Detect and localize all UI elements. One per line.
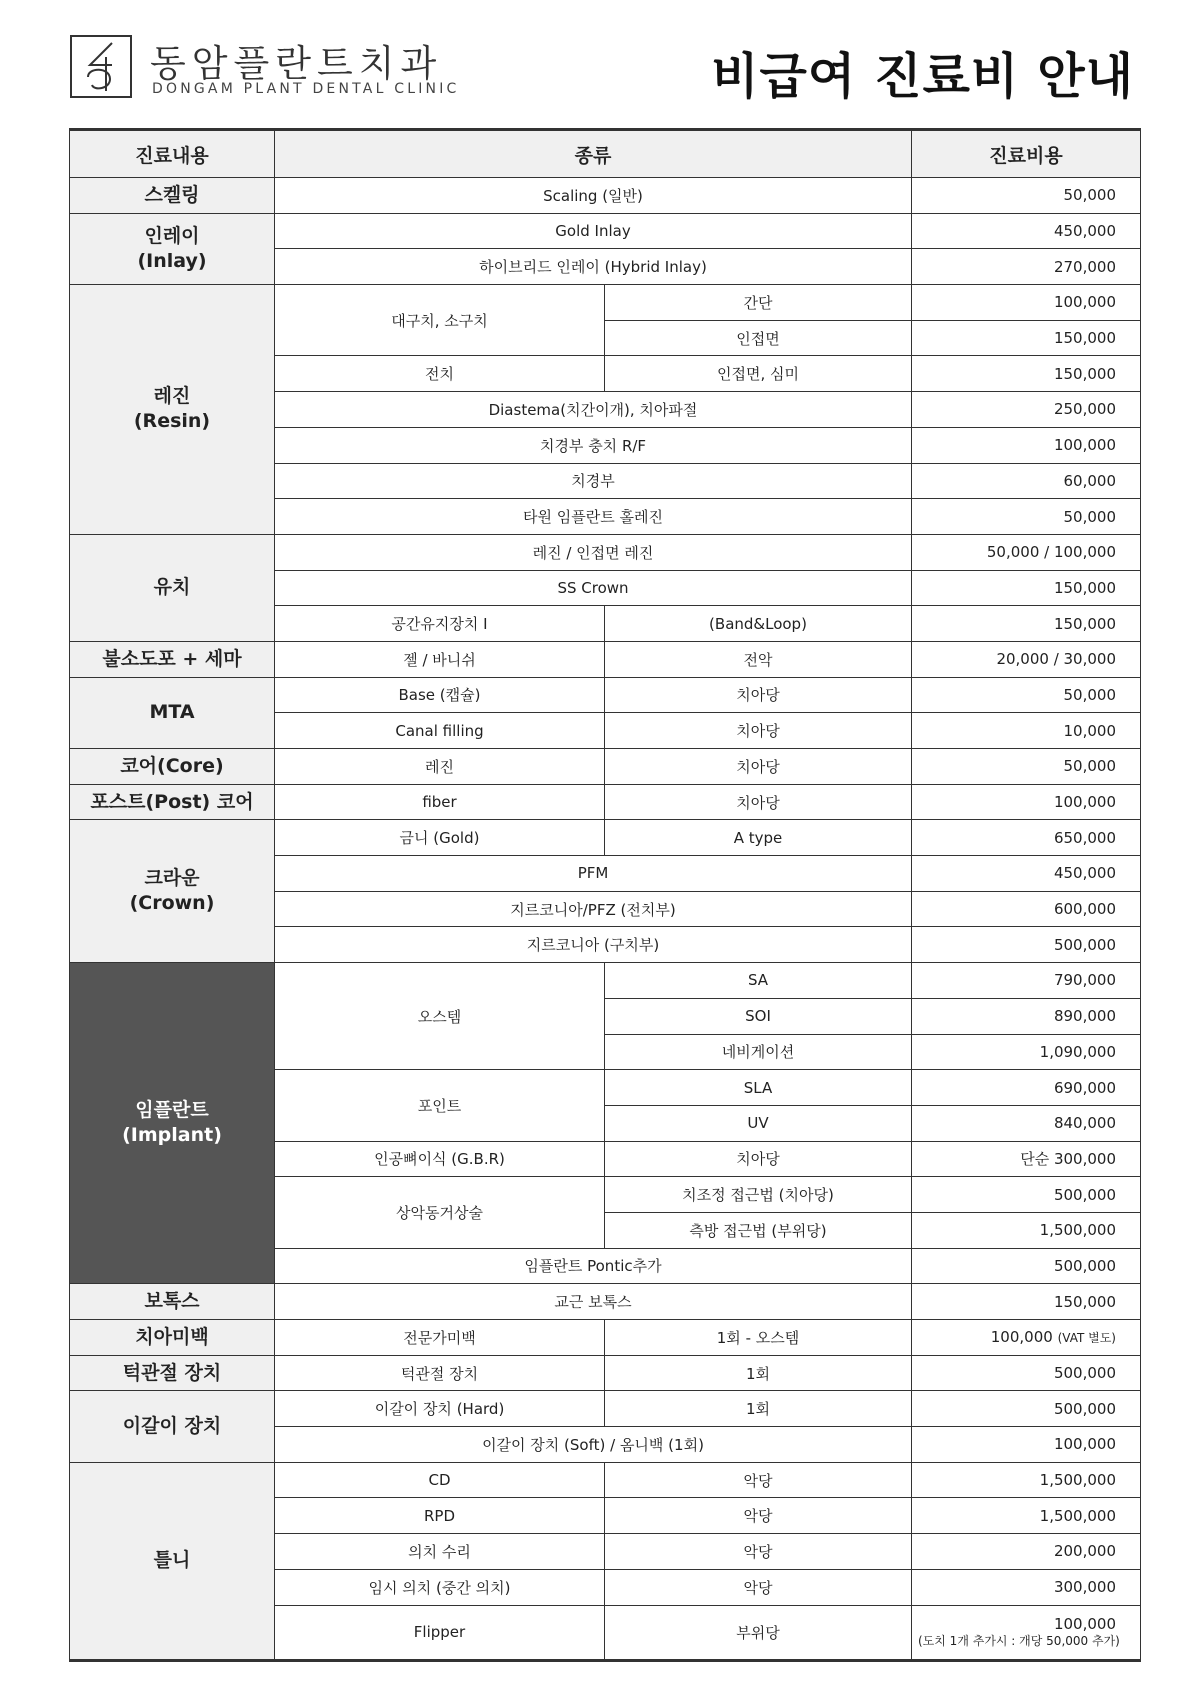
type-cell: 인공뼈이식 (G.B.R) xyxy=(275,1141,605,1177)
subtype-cell: 전악 xyxy=(605,641,912,677)
subtype-cell: 인접면 xyxy=(605,320,912,356)
subtype-cell: 치아당 xyxy=(605,749,912,785)
price-cell xyxy=(912,1320,1141,1356)
clinic-name-ko: 동암플란트치과 xyxy=(150,42,443,85)
subtype-cell: 부위당 xyxy=(605,1605,912,1660)
type-cell: 상악동거상술 xyxy=(275,1177,605,1248)
type-cell: 턱관절 장치 xyxy=(275,1355,605,1391)
page-title: 비급여 진료비 안내 xyxy=(711,48,1134,105)
table-row xyxy=(70,1462,1141,1498)
type-cell: Canal filling xyxy=(275,713,605,749)
price-cell: 50,000 xyxy=(912,178,1141,214)
price-cell: 150,000 xyxy=(912,320,1141,356)
category-implant: 임플란트 (Implant) xyxy=(70,963,275,1284)
table-row xyxy=(70,1391,1141,1427)
table-row xyxy=(70,820,1141,856)
price-cell: 650,000 xyxy=(912,820,1141,856)
type-cell: 전문가미백 xyxy=(275,1320,605,1356)
category-grinding: 이갈이 장치 xyxy=(70,1391,275,1462)
table-row xyxy=(70,784,1141,820)
price-cell: 1,090,000 xyxy=(912,1034,1141,1070)
price-cell: 단순 300,000 xyxy=(912,1141,1141,1177)
type-cell: Gold Inlay xyxy=(275,213,912,249)
type-cell: Scaling (일반) xyxy=(275,178,912,214)
price-cell: 150,000 xyxy=(912,1284,1141,1320)
price-cell: 1,500,000 xyxy=(912,1212,1141,1248)
price-cell: 500,000 xyxy=(912,1391,1141,1427)
subtype-cell: 악당 xyxy=(605,1569,912,1605)
type-cell: 치경부 xyxy=(275,463,912,499)
price-cell: 100,000 xyxy=(912,1427,1141,1463)
type-cell: 이갈이 장치 (Hard) xyxy=(275,1391,605,1427)
subtype-cell: 간단 xyxy=(605,285,912,321)
header-type: 종류 xyxy=(275,130,912,178)
table-row xyxy=(70,213,1141,249)
price-note: (VAT 별도) xyxy=(1057,1331,1116,1346)
type-cell: PFM xyxy=(275,856,912,892)
price-cell: 500,000 xyxy=(912,927,1141,963)
category-scaling: 스켈링 xyxy=(70,178,275,214)
price-value: 100,000 xyxy=(990,1328,1053,1347)
table-row xyxy=(70,534,1141,570)
price-cell: 150,000 xyxy=(912,570,1141,606)
type-cell: Diastema(치간이개), 치아파절 xyxy=(275,392,912,428)
subtype-cell: 치아당 xyxy=(605,1141,912,1177)
subtype-cell: 네비게이션 xyxy=(605,1034,912,1070)
price-note: (도치 1개 추가시 : 개당 50,000 추가) xyxy=(918,1634,1120,1648)
type-cell: 포인트 xyxy=(275,1070,605,1141)
price-cell: 450,000 xyxy=(912,213,1141,249)
price-cell: 50,000 xyxy=(912,749,1141,785)
type-cell: 공간유지장치 I xyxy=(275,606,605,642)
type-cell: fiber xyxy=(275,784,605,820)
subtype-cell: 치아당 xyxy=(605,677,912,713)
type-cell: 레진 / 인접면 레진 xyxy=(275,534,912,570)
price-cell: 500,000 xyxy=(912,1355,1141,1391)
type-cell: 금니 (Gold) xyxy=(275,820,605,856)
price-cell: 10,000 xyxy=(912,713,1141,749)
subtype-cell: 악당 xyxy=(605,1462,912,1498)
price-cell: 270,000 xyxy=(912,249,1141,285)
category-inlay: 인레이 (Inlay) xyxy=(70,213,275,284)
price-cell: 450,000 xyxy=(912,856,1141,892)
type-cell: 지르코니아/PFZ (전치부) xyxy=(275,891,912,927)
price-cell: 150,000 xyxy=(912,356,1141,392)
price-cell: 1,500,000 xyxy=(912,1498,1141,1534)
subtype-cell: 치아당 xyxy=(605,784,912,820)
type-cell: 대구치, 소구치 xyxy=(275,285,605,356)
type-cell: 임플란트 Pontic추가 xyxy=(275,1248,912,1284)
subtype-cell: 악당 xyxy=(605,1498,912,1534)
subtype-cell: 치조정 접근법 (치아당) xyxy=(605,1177,912,1213)
table-header-row xyxy=(70,130,1141,178)
type-cell: 하이브리드 인레이 (Hybrid Inlay) xyxy=(275,249,912,285)
price-cell: 50,000 / 100,000 xyxy=(912,534,1141,570)
table-row xyxy=(70,1320,1141,1356)
category-denture: 틀니 xyxy=(70,1462,275,1660)
subtype-cell: 측방 접근법 (부위당) xyxy=(605,1212,912,1248)
price-cell: 250,000 xyxy=(912,392,1141,428)
table-row xyxy=(70,677,1141,713)
subtype-cell: 치아당 xyxy=(605,713,912,749)
table-row xyxy=(70,285,1141,321)
price-cell: 60,000 xyxy=(912,463,1141,499)
table-row xyxy=(70,963,1141,999)
category-fluoride: 불소도포 + 세마 xyxy=(70,641,275,677)
price-cell: 600,000 xyxy=(912,891,1141,927)
type-cell: 임시 의치 (중간 의치) xyxy=(275,1569,605,1605)
type-cell: 레진 xyxy=(275,749,605,785)
category-botox: 보톡스 xyxy=(70,1284,275,1320)
subtype-cell: 1회 - 오스템 xyxy=(605,1320,912,1356)
type-cell: RPD xyxy=(275,1498,605,1534)
type-cell: 의치 수리 xyxy=(275,1534,605,1570)
price-cell: 150,000 xyxy=(912,606,1141,642)
price-value: 100,000 xyxy=(1053,1615,1116,1633)
category-core: 코어(Core) xyxy=(70,749,275,785)
type-cell: 오스템 xyxy=(275,963,605,1070)
type-cell: Base (캡슐) xyxy=(275,677,605,713)
table-row xyxy=(70,178,1141,214)
subtype-cell: SOI xyxy=(605,998,912,1034)
type-cell: 치경부 충치 R/F xyxy=(275,427,912,463)
price-cell: 300,000 xyxy=(912,1569,1141,1605)
type-cell: 교근 보톡스 xyxy=(275,1284,912,1320)
subtype-cell: UV xyxy=(605,1105,912,1141)
type-cell: CD xyxy=(275,1462,605,1498)
category-tmj: 턱관절 장치 xyxy=(70,1355,275,1391)
subtype-cell: SA xyxy=(605,963,912,999)
subtype-cell: (Band&Loop) xyxy=(605,606,912,642)
price-cell: 1,500,000 xyxy=(912,1462,1141,1498)
header-cost: 진료비용 xyxy=(912,130,1141,178)
price-cell: 790,000 xyxy=(912,963,1141,999)
page-header xyxy=(0,0,1200,125)
subtype-cell: 1회 xyxy=(605,1355,912,1391)
type-cell: SS Crown xyxy=(275,570,912,606)
clinic-logo xyxy=(70,35,132,98)
table-row xyxy=(70,1284,1141,1320)
subtype-cell: SLA xyxy=(605,1070,912,1106)
table-row xyxy=(70,749,1141,785)
price-cell xyxy=(912,1605,1141,1660)
price-cell: 20,000 / 30,000 xyxy=(912,641,1141,677)
clinic-name-en: DONGAM PLANT DENTAL CLINIC xyxy=(152,81,460,97)
header-category: 진료내용 xyxy=(70,130,275,178)
price-cell: 50,000 xyxy=(912,499,1141,535)
type-cell: Flipper xyxy=(275,1605,605,1660)
type-cell: 젤 / 바니쉬 xyxy=(275,641,605,677)
price-cell: 200,000 xyxy=(912,1534,1141,1570)
type-cell: 이갈이 장치 (Soft) / 옴니백 (1회) xyxy=(275,1427,912,1463)
subtype-cell: 악당 xyxy=(605,1534,912,1570)
table-row xyxy=(70,1355,1141,1391)
price-cell: 690,000 xyxy=(912,1070,1141,1106)
category-crown: 크라운 (Crown) xyxy=(70,820,275,963)
category-whitening: 치아미백 xyxy=(70,1320,275,1356)
category-pedo: 유치 xyxy=(70,534,275,641)
subtype-cell: A type xyxy=(605,820,912,856)
price-cell: 100,000 xyxy=(912,427,1141,463)
table-row xyxy=(70,641,1141,677)
price-cell: 50,000 xyxy=(912,677,1141,713)
price-cell: 100,000 xyxy=(912,285,1141,321)
price-cell: 500,000 xyxy=(912,1248,1141,1284)
type-cell: 타원 임플란트 홀레진 xyxy=(275,499,912,535)
type-cell: 전치 xyxy=(275,356,605,392)
fee-table xyxy=(69,128,1141,1662)
subtype-cell: 인접면, 심미 xyxy=(605,356,912,392)
category-resin: 레진 (Resin) xyxy=(70,285,275,535)
price-cell: 500,000 xyxy=(912,1177,1141,1213)
category-post: 포스트(Post) 코어 xyxy=(70,784,275,820)
price-cell: 840,000 xyxy=(912,1105,1141,1141)
price-cell: 890,000 xyxy=(912,998,1141,1034)
category-mta: MTA xyxy=(70,677,275,748)
type-cell: 지르코니아 (구치부) xyxy=(275,927,912,963)
price-cell: 100,000 xyxy=(912,784,1141,820)
subtype-cell: 1회 xyxy=(605,1391,912,1427)
